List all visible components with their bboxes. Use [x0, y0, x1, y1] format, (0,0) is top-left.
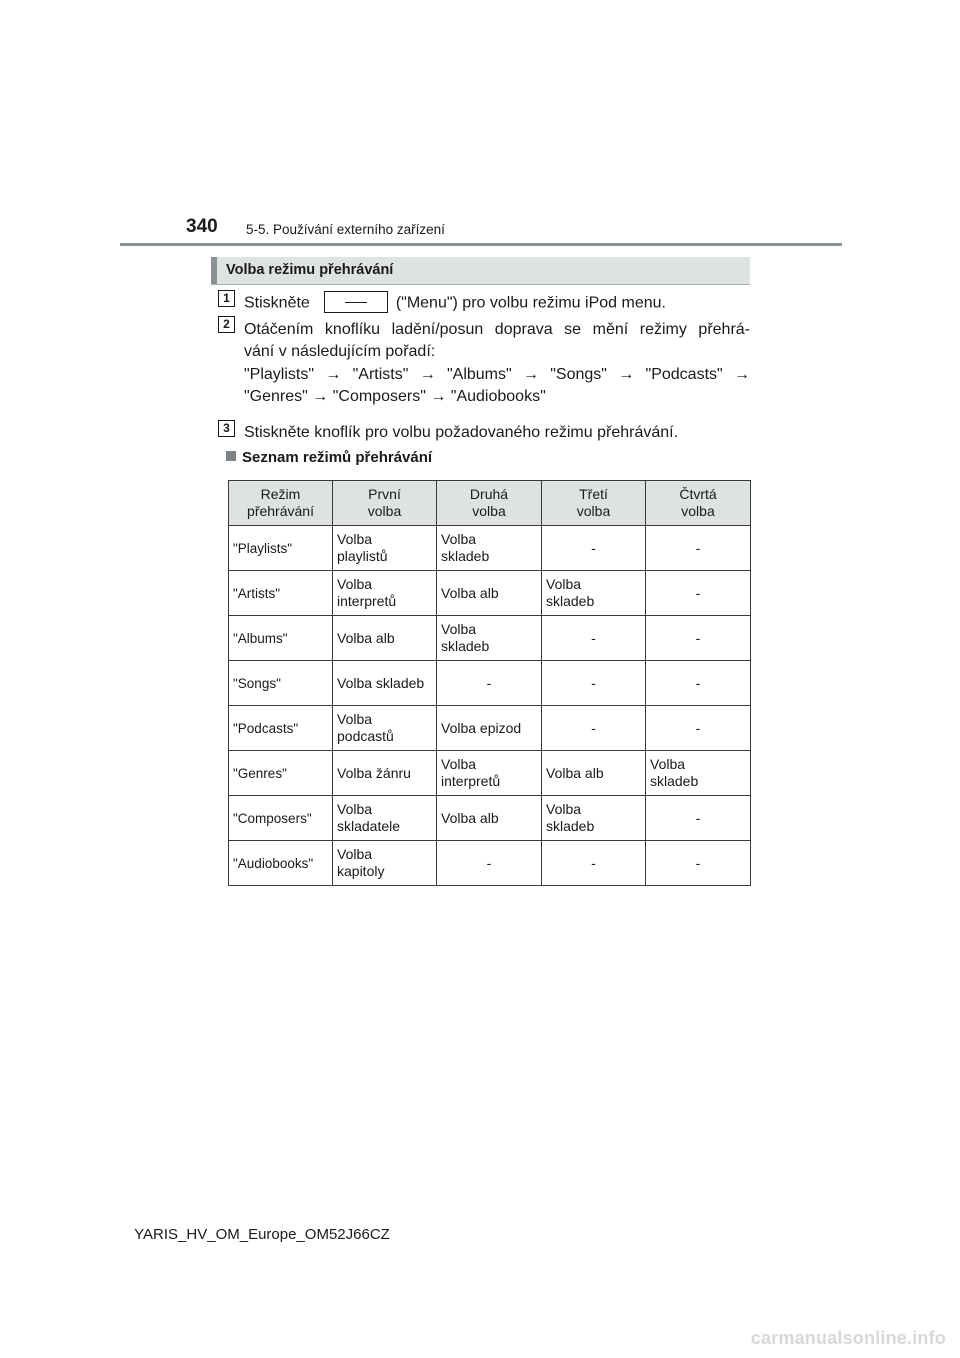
header-cell-second: Druhá volba	[437, 481, 542, 526]
table-cell: "Songs"	[229, 661, 333, 706]
table-cell: Volba skladeb	[333, 661, 437, 706]
table-cell: -	[542, 616, 646, 661]
section-heading-box	[211, 257, 750, 285]
table-cell: Volba interpretů	[333, 571, 437, 616]
table-row	[229, 796, 751, 841]
table-cell: -	[542, 841, 646, 886]
step-1-text	[244, 291, 666, 316]
subheading	[226, 449, 432, 466]
table-cell: "Artists"	[229, 571, 333, 616]
section-heading-bar	[211, 257, 217, 284]
step-1-after: ("Menu") pro volbu režimu iPod menu.	[395, 294, 666, 312]
table-cell: -	[437, 841, 542, 886]
table-cell: -	[646, 796, 751, 841]
table-cell: "Composers"	[229, 796, 333, 841]
table-cell: "Albums"	[229, 616, 333, 661]
table-cell: Volba kapitoly	[333, 841, 437, 886]
header-cell-third: Třetí volba	[542, 481, 646, 526]
section-heading: Volba režimu přehrávání	[226, 262, 394, 278]
table-cell: Volba podcastů	[333, 706, 437, 751]
table-cell: -	[646, 841, 751, 886]
step-3-text: Stiskněte knoflík pro volbu požadovaného režimu přehrávání.	[244, 424, 679, 441]
table-row	[229, 706, 751, 751]
table-row	[229, 661, 751, 706]
step-1-badge: 1	[218, 290, 235, 307]
table-row	[229, 616, 751, 661]
table-cell: Volba skladeb	[437, 526, 542, 571]
table-cell: Volba epizod	[437, 706, 542, 751]
subheading-text: Seznam režimů přehrávání	[242, 449, 433, 466]
step-2-line-2: vání v následujícím pořadí:	[244, 343, 436, 360]
header-cell-first: První volba	[333, 481, 437, 526]
table-cell: Volba playlistů	[333, 526, 437, 571]
table-cell: "Audiobooks"	[229, 841, 333, 886]
mode-order-line-2: "Genres" → "Composers" → "Audiobooks"	[244, 388, 546, 405]
bullet-square-icon	[226, 451, 236, 461]
step-2-line-1: Otáčením knoflíku ladění/posun doprava se mění režimy přehrá-	[244, 321, 750, 338]
chapter-title: 5-5. Používání externího zařízení	[246, 222, 445, 237]
table-cell: -	[646, 616, 751, 661]
menu-key-icon	[324, 291, 388, 313]
table-cell: -	[542, 661, 646, 706]
header-cell-fourth: Čtvrtá volba	[646, 481, 751, 526]
footer-code: YARIS_HV_OM_Europe_OM52J66CZ	[134, 1226, 390, 1243]
playback-modes-table	[228, 480, 751, 886]
table-cell: Volba skladeb	[542, 571, 646, 616]
table-cell: "Genres"	[229, 751, 333, 796]
table-row	[229, 526, 751, 571]
table-cell: -	[646, 661, 751, 706]
header-rule	[120, 243, 842, 246]
table-cell: Volba alb	[542, 751, 646, 796]
table-cell: Volba skladatele	[333, 796, 437, 841]
table-cell: Volba interpretů	[437, 751, 542, 796]
step-2-badge: 2	[218, 316, 235, 333]
table-cell: Volba skladeb	[437, 616, 542, 661]
table-cell: -	[646, 526, 751, 571]
step-3-badge: 3	[218, 420, 235, 437]
table-cell: Volba alb	[437, 796, 542, 841]
step-1-before: Stiskněte	[244, 294, 310, 312]
watermark: carmanualsonline.info	[750, 1328, 946, 1348]
table-body	[229, 526, 751, 886]
table-cell: -	[542, 526, 646, 571]
page-number: 340	[186, 216, 218, 237]
table-cell: -	[437, 661, 542, 706]
table-row	[229, 841, 751, 886]
table-cell: -	[646, 706, 751, 751]
mode-order-line-1: "Playlists" → "Artists" → "Albums" → "Songs" → "Podcasts" →	[244, 366, 750, 383]
table-cell: -	[542, 706, 646, 751]
table-cell: Volba žánru	[333, 751, 437, 796]
table-cell: Volba alb	[333, 616, 437, 661]
table-header-row	[229, 481, 751, 526]
table-cell: Volba skladeb	[542, 796, 646, 841]
table-cell: "Podcasts"	[229, 706, 333, 751]
header-cell-mode: Režim přehrávání	[229, 481, 333, 526]
table-cell: "Playlists"	[229, 526, 333, 571]
table-row	[229, 751, 751, 796]
table-row	[229, 571, 751, 616]
table-cell: Volba skladeb	[646, 751, 751, 796]
table-cell: Volba alb	[437, 571, 542, 616]
table-cell: -	[646, 571, 751, 616]
